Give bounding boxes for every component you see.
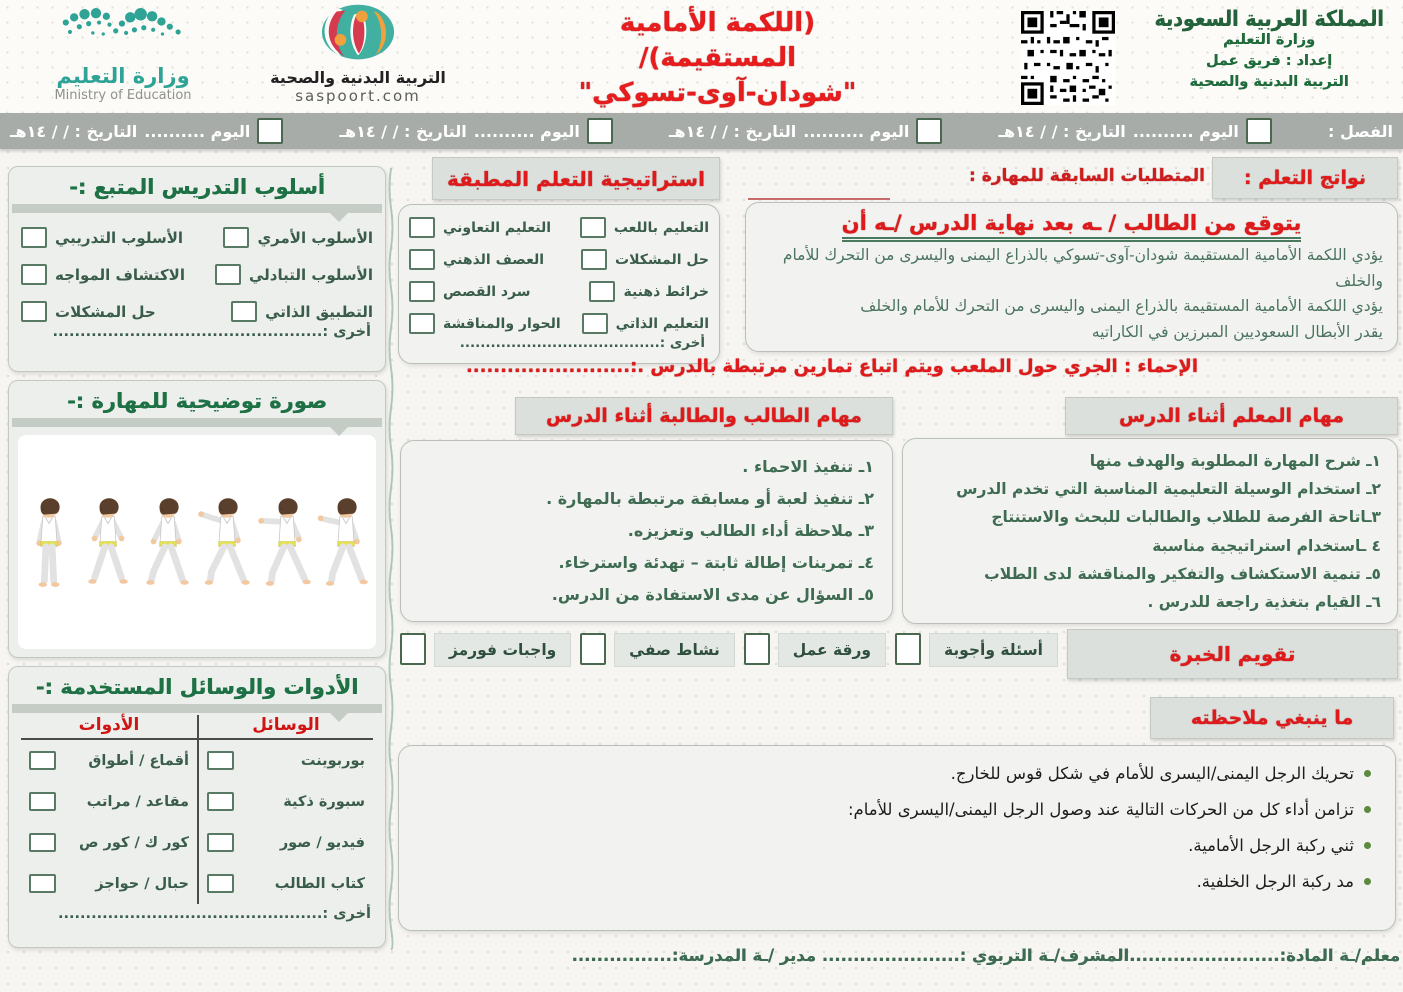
note-item: تحريك الرجل اليمنى/اليسرى للأمام في شكل قوس للخارج. [423, 764, 1371, 783]
emblem-department: التربية البدنية والصحية [1189, 74, 1349, 91]
session-2-date: التاريخ : / / ١٤هـ [669, 121, 797, 141]
session-3-checkbox[interactable] [587, 118, 613, 144]
prerequisites-blank-line[interactable] [748, 198, 890, 200]
teacher-tasks-box [902, 438, 1398, 624]
sport-logo-title: التربية البدنية والصحية [270, 68, 446, 87]
means-column-header: الوسائل [197, 715, 373, 738]
session-1-day: اليوم .......... [1132, 121, 1239, 141]
document-title [545, 6, 890, 122]
document-title-line1: (اللكمة الأمامية المستقيمة)/ [619, 8, 816, 74]
page-header [0, 0, 1403, 113]
notes-label: ما ينبغي ملاحظته [1190, 707, 1354, 729]
session-4-checkbox[interactable] [257, 118, 283, 144]
tool-label: كور ك / كور ص [78, 834, 189, 851]
style-tadribi-checkbox[interactable] [21, 227, 47, 248]
strategy-option-label: التعليم الذاتي [615, 315, 709, 332]
student-task-item: ٥ـ السؤال عن مدى الاستفادة من الدرس. [551, 585, 874, 604]
teacher-task-item: ٤ ـاستخدام استراتيجية مناسبة [1152, 536, 1381, 555]
expected-outcome-item: يقدر الأبطال السعوديين المبرزين في الكاراتيه [1091, 322, 1383, 341]
strategy-option-label: التعليم باللعب [613, 219, 709, 236]
bullet-icon [1364, 770, 1371, 777]
session-1-checkbox[interactable] [1246, 118, 1272, 144]
student-tasks-box [400, 440, 893, 622]
note-item: مد ركبة الرجل الخلفية. [423, 872, 1371, 891]
means-video-checkbox[interactable] [207, 833, 234, 852]
strategy-dialogue-checkbox[interactable] [409, 313, 435, 334]
means-label: كتاب الطالب [274, 875, 365, 892]
session-2 [669, 118, 942, 144]
eval-class-activity-checkbox[interactable] [580, 633, 606, 665]
notes-box [398, 745, 1396, 931]
style-tabaduli-checkbox[interactable] [215, 264, 241, 285]
student-tasks-label: مهام الطالب والطالبة أثناء الدرس [546, 405, 862, 427]
wavy-divider [386, 168, 396, 950]
expected-outcomes-box [745, 202, 1398, 352]
teaching-style-title: أسلوب التدريس المتبع :- [69, 175, 325, 199]
means-label: فيديو / صور [279, 834, 365, 851]
style-option-label: الأسلوب التبادلي [248, 265, 373, 284]
style-option-label: التطبيق الذاتي [265, 302, 373, 321]
tools-table-header [21, 715, 373, 740]
tool-label: أقماع / أطواق [88, 752, 189, 769]
ministry-logo-english: Ministry of Education [54, 88, 192, 103]
evaluation-option-label: واجبات فورمز [434, 633, 571, 667]
strategy-cooperative-checkbox[interactable] [409, 217, 435, 238]
ribbon-divider [12, 418, 382, 427]
tool-ropes-checkbox[interactable] [29, 874, 56, 893]
warmup-line: الإحماء : الجري حول الملعب ويتم اتباع تمارين مرتبطة بالدرس .:........................ [465, 356, 1198, 377]
evaluation-label: تقويم الخبرة [1169, 642, 1296, 666]
style-tatbiq-checkbox[interactable] [231, 301, 257, 322]
style-option-label: الأسلوب التدريبي [55, 228, 184, 247]
eval-forms-homework-checkbox[interactable] [400, 633, 426, 665]
ministry-dots-icon [48, 8, 198, 60]
tools-column-header: الأدوات [78, 715, 140, 735]
teacher-task-item: ٣ـاتاحة الفرصة للطلاب والطالبات للبحث والاستنتاج [991, 508, 1381, 527]
class-label: الفصل : [1327, 121, 1393, 141]
strategy-header-label: استراتيجية التعلم المطبقة [447, 166, 705, 191]
session-4-date: التاريخ : / / ١٤هـ [10, 121, 138, 141]
expected-outcomes-title: يتوقع من الطالب / ـه بعد نهاية الدرس /ـه أن [746, 203, 1397, 235]
means-column [197, 740, 373, 904]
tool-label: مقاعد / مراتب [86, 793, 189, 810]
supervisor-signature-label: المشرف/ـة التربوي : [959, 946, 1130, 965]
strategy-option-label: التعليم التعاوني [443, 219, 552, 236]
teacher-task-item: ٥ـ تنمية الاستكشاف والتفكير والمناقشة لدى الطلاب [984, 564, 1381, 583]
style-iktishaf-checkbox[interactable] [21, 264, 47, 285]
session-4-day: اليوم .......... [144, 121, 251, 141]
strategy-brainstorm-checkbox[interactable] [409, 249, 435, 270]
session-3-day: اليوم .......... [473, 121, 580, 141]
tools-box-title: الأدوات والوسائل المستخدمة :- [35, 675, 359, 699]
sport-logo-site: saspoort.com [295, 87, 421, 105]
saudi-emblem-block [1140, 8, 1398, 93]
strategy-storytelling-checkbox[interactable] [409, 281, 435, 302]
teacher-task-item: ١ـ شرح المهارة المطلوبة والهدف منها [1089, 452, 1381, 470]
strategy-header [432, 157, 720, 200]
session-4 [10, 118, 283, 144]
eval-worksheet-checkbox[interactable] [744, 633, 770, 665]
ministry-of-education-logo [18, 8, 228, 103]
tools-table-body [21, 740, 373, 904]
teacher-task-item: ٢ـ استخدام الوسيلة التعليمية المناسبة التي تخدم الدرس [956, 480, 1381, 499]
means-studentbook-checkbox[interactable] [207, 874, 234, 893]
class-date-bar [0, 113, 1403, 149]
evaluation-header [1067, 629, 1398, 679]
student-task-item: ١ـ تنفيذ الاحماء . [742, 457, 874, 476]
strategy-problem-solving-checkbox[interactable] [581, 249, 607, 270]
emblem-country-calligraphy: المملكة العربية السعودية [1154, 6, 1384, 32]
teaching-style-other-blank[interactable]: أخرى :................................................. [52, 324, 371, 340]
teacher-tasks-header [1065, 397, 1398, 435]
emblem-prepared-by: إعداد : فريق عمل [1205, 53, 1333, 70]
evaluation-option-label: نشاط صفي [614, 633, 735, 667]
tool-benches-checkbox[interactable] [29, 792, 56, 811]
tools-other-blank[interactable]: أخرى :................................................ [58, 906, 371, 922]
tools-and-means-box [8, 666, 386, 948]
style-option-label: الأسلوب الأمري [257, 228, 373, 247]
strategy-option-label: خرائط ذهنية [623, 283, 709, 300]
principal-signature-label: مدير /ـة المدرسة: [671, 946, 816, 965]
bullet-icon [1364, 842, 1371, 849]
notes-header [1150, 697, 1394, 739]
strategy-selflearning-checkbox[interactable] [582, 313, 608, 334]
principal-signature-blank[interactable]: ................ [571, 946, 672, 965]
session-3-date: التاريخ : / / ١٤هـ [339, 121, 467, 141]
tool-cones-checkbox[interactable] [29, 751, 56, 770]
expected-outcome-item: يؤدي اللكمة الأمامية المستقيمة بالذراع اليمنى واليسرى من التحرك للأمام والخلف [860, 297, 1383, 316]
means-powerpoint-checkbox[interactable] [207, 751, 234, 770]
supervisor-signature-blank[interactable]: ...................... [821, 946, 960, 965]
strategy-mindmaps-checkbox[interactable] [589, 281, 615, 302]
ribbon-divider [12, 204, 382, 213]
physical-education-logo [258, 2, 458, 105]
bullet-icon [1364, 806, 1371, 813]
skill-image-box [8, 380, 386, 658]
student-task-item: ٣ـ ملاحظة أداء الطالب وتعزيزه. [627, 521, 874, 540]
prerequisites-label: المتطلبات السابقة للمهارة : [969, 166, 1205, 186]
strategy-option-label: حل المشكلات [615, 251, 709, 268]
ribbon-divider [12, 704, 382, 713]
means-label: سبورة ذكية [283, 793, 365, 810]
session-2-day: اليوم .......... [803, 121, 910, 141]
learning-outcomes-label: نواتج التعلم : [1244, 167, 1366, 189]
tool-balls-checkbox[interactable] [29, 833, 56, 852]
learning-outcomes-header [1212, 157, 1398, 199]
bullet-icon [1364, 878, 1371, 885]
sport-globe-icon [319, 2, 397, 64]
style-option-label: حل المشكلات [55, 302, 156, 321]
strategy-other-blank[interactable]: أخرى :....................................... [459, 335, 705, 351]
qr-code-icon [1021, 11, 1115, 105]
style-option-label: الاكتشاف المواجه [55, 265, 185, 284]
teacher-tasks-label: مهام المعلم أثناء الدرس [1119, 405, 1345, 427]
eval-qa-checkbox[interactable] [895, 633, 921, 665]
strategy-option-label: سرد القصص [443, 283, 531, 300]
teaching-style-box [8, 166, 386, 372]
session-2-checkbox[interactable] [916, 118, 942, 144]
strategy-play-checkbox[interactable] [580, 217, 606, 238]
student-task-item: ٢ـ تنفيذ لعبة أو مسابقة مرتبطة بالمهارة . [546, 489, 874, 508]
skill-image-title: صورة توضيحية للمهارة :- [66, 389, 328, 413]
document-title-line2: "شودان-آوى-تسوكي" [578, 78, 857, 109]
ministry-logo-arabic: وزارة التعليم [56, 64, 190, 88]
style-amri-checkbox[interactable] [223, 227, 249, 248]
means-smartboard-checkbox[interactable] [207, 792, 234, 811]
session-1-date: التاريخ : / / ١٤هـ [998, 121, 1126, 141]
signature-footer [388, 946, 1400, 965]
emblem-ministry: وزارة التعليم [1222, 32, 1315, 48]
session-3 [340, 118, 613, 144]
strategy-option-label: الحوار والمناقشة [443, 315, 561, 332]
strategy-option-label: العصف الذهني [443, 251, 545, 268]
evaluation-option-label: ورقة عمل [778, 633, 886, 667]
karate-sequence-illustration [18, 435, 376, 649]
style-halmushkilat-checkbox[interactable] [21, 301, 47, 322]
note-item: ثني ركبة الرجل الأمامية. [423, 836, 1371, 855]
teacher-task-item: ٦ـ القيام بتغذية راجعة للدرس . [1147, 593, 1381, 612]
evaluation-option-label: أسئلة وأجوبة [929, 633, 1058, 667]
teacher-signature-label: معلم/ـة المادة: [1279, 946, 1400, 965]
means-label: بوربوينت [300, 752, 365, 769]
tools-column [21, 740, 197, 904]
student-task-item: ٤ـ تمرينات إطالة ثابتة – تهدئة واسترخاء. [558, 553, 874, 572]
expected-outcome-item: يؤدي اللكمة الأمامية المستقيمة شودان-آوى-تسوكي بالذراع اليمنى واليسرى من التحرك للأمام والخلف [782, 246, 1383, 290]
tool-label: حبال / حواجز [95, 875, 189, 892]
session-1 [998, 118, 1271, 144]
student-tasks-header [515, 397, 893, 435]
strategy-box [398, 204, 720, 364]
teacher-signature-blank[interactable]: ........................ [1129, 946, 1280, 965]
note-item: تزامن أداء كل من الحركات التالية عند وصول الرجل اليمنى/اليسرى للأمام: [423, 800, 1371, 819]
evaluation-options [400, 633, 1058, 667]
